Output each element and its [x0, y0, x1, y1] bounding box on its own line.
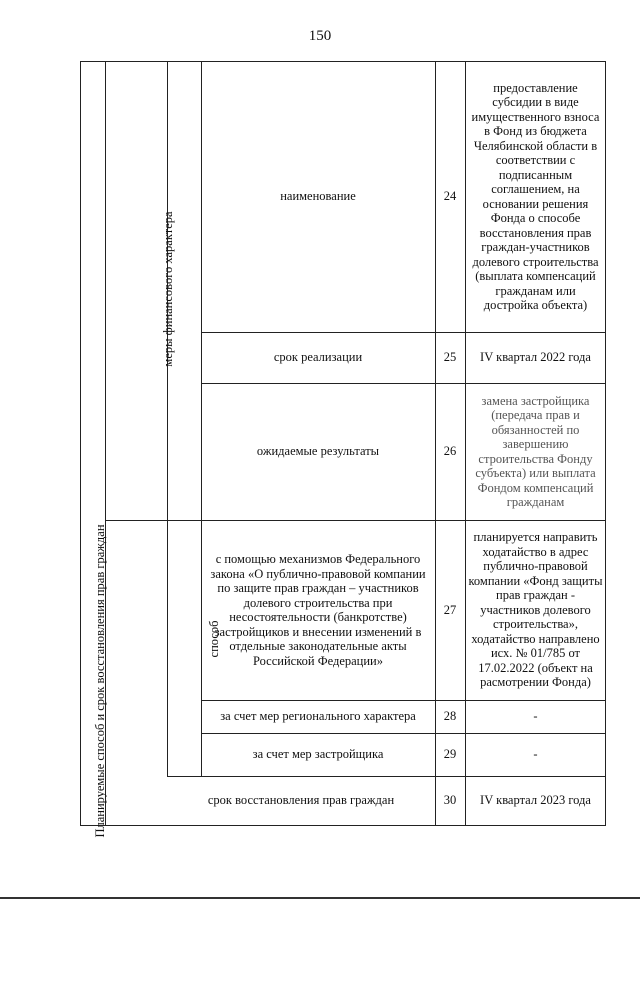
row-label: срок реализации [273, 350, 363, 365]
group-label-financial: меры финансового характера [160, 211, 175, 367]
row-label: за счет мер застройщика [252, 747, 384, 762]
row-label: срок восстановления прав граждан [207, 793, 395, 808]
row-label: ожидаемые результаты [256, 444, 380, 459]
row-value: предоставление субсидии в виде имущественного взноса в Фонд из бюджета Челябинской области в соответствии с подписанным соглашением, на основании решения Фонда о способе восстановления прав граждан-участников долевого строительства (выплата компенсаций гражданам или достройка объекта) [471, 80, 600, 312]
group-label-method: способ [206, 620, 221, 658]
row-value: - [533, 747, 538, 762]
row-number: 24 [443, 189, 457, 204]
row-value: - [533, 709, 538, 724]
row-number: 27 [443, 602, 457, 617]
page-bottom-rule [0, 897, 640, 899]
row-label: за счет мер регионального характера [220, 709, 416, 724]
row-value: замена застройщика (передача прав и обязанностей по завершению строительства Фонду субъекта) или выплата Фондом компенсаций гражданам [475, 393, 596, 509]
row-value: IV квартал 2023 года [480, 793, 591, 808]
page-number: 150 [308, 28, 332, 44]
row-label: с помощью механизмов Федерального закона «О публично-правовой компании по защите прав граждан – участников долевого строительства при несостоятельности (банкротстве) застройщиков и внесении изменений в отдельные законодательные акты Российской Федерации» [210, 552, 426, 668]
row-number: 25 [443, 350, 457, 365]
row-label: наименование [280, 189, 356, 204]
section-label: Планируемые способ и срок восстановления прав граждан [92, 524, 107, 838]
row-number: 30 [443, 793, 457, 808]
row-value: IV квартал 2022 года [480, 350, 591, 365]
row-value: планируется направить ходатайство в адрес публично-правовой компании «Фонд защиты прав граждан - участников долевого строительства», ходатайство направлено исх. № 01/785 от 17.02.2022 (объект на расмотрении Фонда) [468, 530, 603, 690]
row-number: 28 [443, 709, 457, 724]
row-number: 26 [443, 444, 457, 459]
row-number: 29 [443, 747, 457, 762]
